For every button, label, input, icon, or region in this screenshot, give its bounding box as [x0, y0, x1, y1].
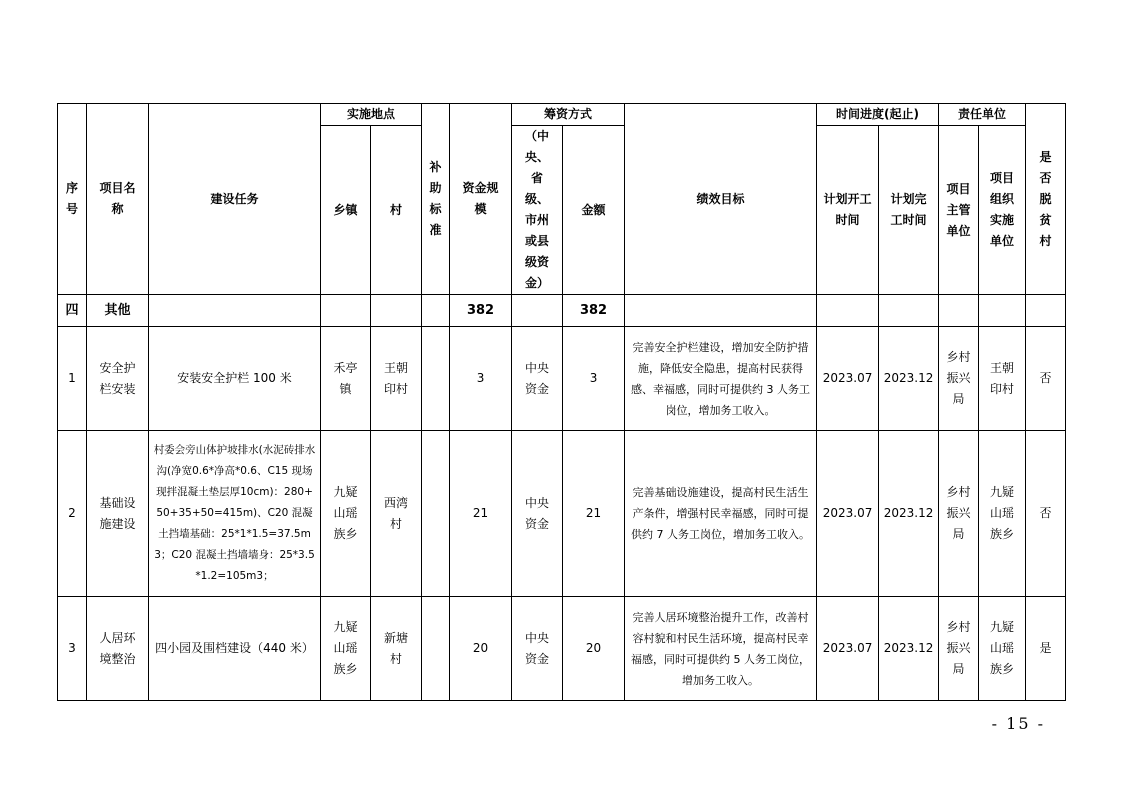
row-goal: 完善人居环境整治提升工作，改善村容村貌和村民生活环境，提高村民幸福感，同时可提供约 5 人务工岗位，增加务工收入。 [625, 597, 817, 701]
header-subsidy: 补助标准 [422, 104, 450, 295]
row-town: 九疑山瑶族乡 [321, 431, 371, 597]
row-organizer: 王朝印村 [979, 327, 1026, 431]
row-task: 四小园及围档建设（440 米） [149, 597, 321, 701]
header-location: 实施地点 [321, 104, 422, 126]
row-organizer: 九疑山瑶族乡 [979, 431, 1026, 597]
header-village: 村 [371, 126, 422, 295]
page-number: - 15 - [991, 714, 1045, 733]
row-village: 王朝印村 [371, 327, 422, 431]
row-town: 禾亭镇 [321, 327, 371, 431]
section-scale: 382 [450, 295, 512, 327]
header-seq: 序号 [58, 104, 87, 295]
row-seq: 1 [58, 327, 87, 431]
section-row [58, 295, 1066, 327]
header-amount: 金额 [563, 126, 625, 295]
row-name: 基础设施建设 [87, 431, 149, 597]
row-source: 中央资金 [512, 597, 563, 701]
section-name: 其他 [87, 295, 149, 327]
section-amount: 382 [563, 295, 625, 327]
header-end: 计划完工时间 [879, 126, 939, 295]
row-amount: 3 [563, 327, 625, 431]
row-task: 安装安全护栏 100 米 [149, 327, 321, 431]
row-scale: 21 [450, 431, 512, 597]
header-start: 计划开工时间 [817, 126, 879, 295]
row-village: 西湾村 [371, 431, 422, 597]
table-row [58, 597, 1066, 701]
row-poverty: 是 [1026, 597, 1066, 701]
row-name: 安全护栏安装 [87, 327, 149, 431]
row-seq: 2 [58, 431, 87, 597]
header-source: （中央、省级、市州或县级资金） [512, 126, 563, 295]
header-funding: 筹资方式 [512, 104, 625, 126]
row-name: 人居环境整治 [87, 597, 149, 701]
table-row [58, 431, 1066, 597]
row-subsidy [422, 327, 450, 431]
row-seq: 3 [58, 597, 87, 701]
row-subsidy [422, 597, 450, 701]
row-start: 2023.07 [817, 431, 879, 597]
header-supervisor: 项目主管单位 [939, 126, 979, 295]
row-scale: 3 [450, 327, 512, 431]
header-organizer: 项目组织实施单位 [979, 126, 1026, 295]
row-start: 2023.07 [817, 327, 879, 431]
row-amount: 21 [563, 431, 625, 597]
row-scale: 20 [450, 597, 512, 701]
row-source: 中央资金 [512, 431, 563, 597]
row-village: 新塘村 [371, 597, 422, 701]
row-poverty: 否 [1026, 431, 1066, 597]
header-town: 乡镇 [321, 126, 371, 295]
header-poverty: 是否脱贫村 [1026, 104, 1066, 295]
row-organizer: 九疑山瑶族乡 [979, 597, 1026, 701]
header-name: 项目名称 [87, 104, 149, 295]
row-goal: 完善基础设施建设，提高村民生活生产条件，增强村民幸福感，同时可提供约 7 人务工岗位，增加务工收入。 [625, 431, 817, 597]
row-end: 2023.12 [879, 597, 939, 701]
row-town: 九疑山瑶族乡 [321, 597, 371, 701]
row-goal: 完善安全护栏建设，增加安全防护措施，降低安全隐患，提高村民获得感、幸福感，同时可提供约 3 人务工岗位，增加务工收入。 [625, 327, 817, 431]
table-row [58, 327, 1066, 431]
header-schedule: 时间进度(起止) [817, 104, 939, 126]
row-start: 2023.07 [817, 597, 879, 701]
row-subsidy [422, 431, 450, 597]
header-responsibility: 责任单位 [939, 104, 1026, 126]
header-goal: 绩效目标 [625, 104, 817, 295]
project-table [57, 103, 1066, 701]
row-supervisor: 乡村振兴局 [939, 431, 979, 597]
header-task: 建设任务 [149, 104, 321, 295]
row-amount: 20 [563, 597, 625, 701]
row-source: 中央资金 [512, 327, 563, 431]
row-end: 2023.12 [879, 327, 939, 431]
header-scale: 资金规模 [450, 104, 512, 295]
row-task: 村委会旁山体护坡排水(水泥砖排水沟(净宽0.6*净高*0.6、C15 现场现拌混凝土垫层厚10cm)：280+50+35+50=415m)、C20 混凝土挡墙基础：25*1*1.5=37.5m3；C20 混凝土挡墙墙身：25*3.5*1.2=105m3； [149, 431, 321, 597]
row-poverty: 否 [1026, 327, 1066, 431]
row-supervisor: 乡村振兴局 [939, 327, 979, 431]
row-supervisor: 乡村振兴局 [939, 597, 979, 701]
row-end: 2023.12 [879, 431, 939, 597]
section-seq: 四 [58, 295, 87, 327]
